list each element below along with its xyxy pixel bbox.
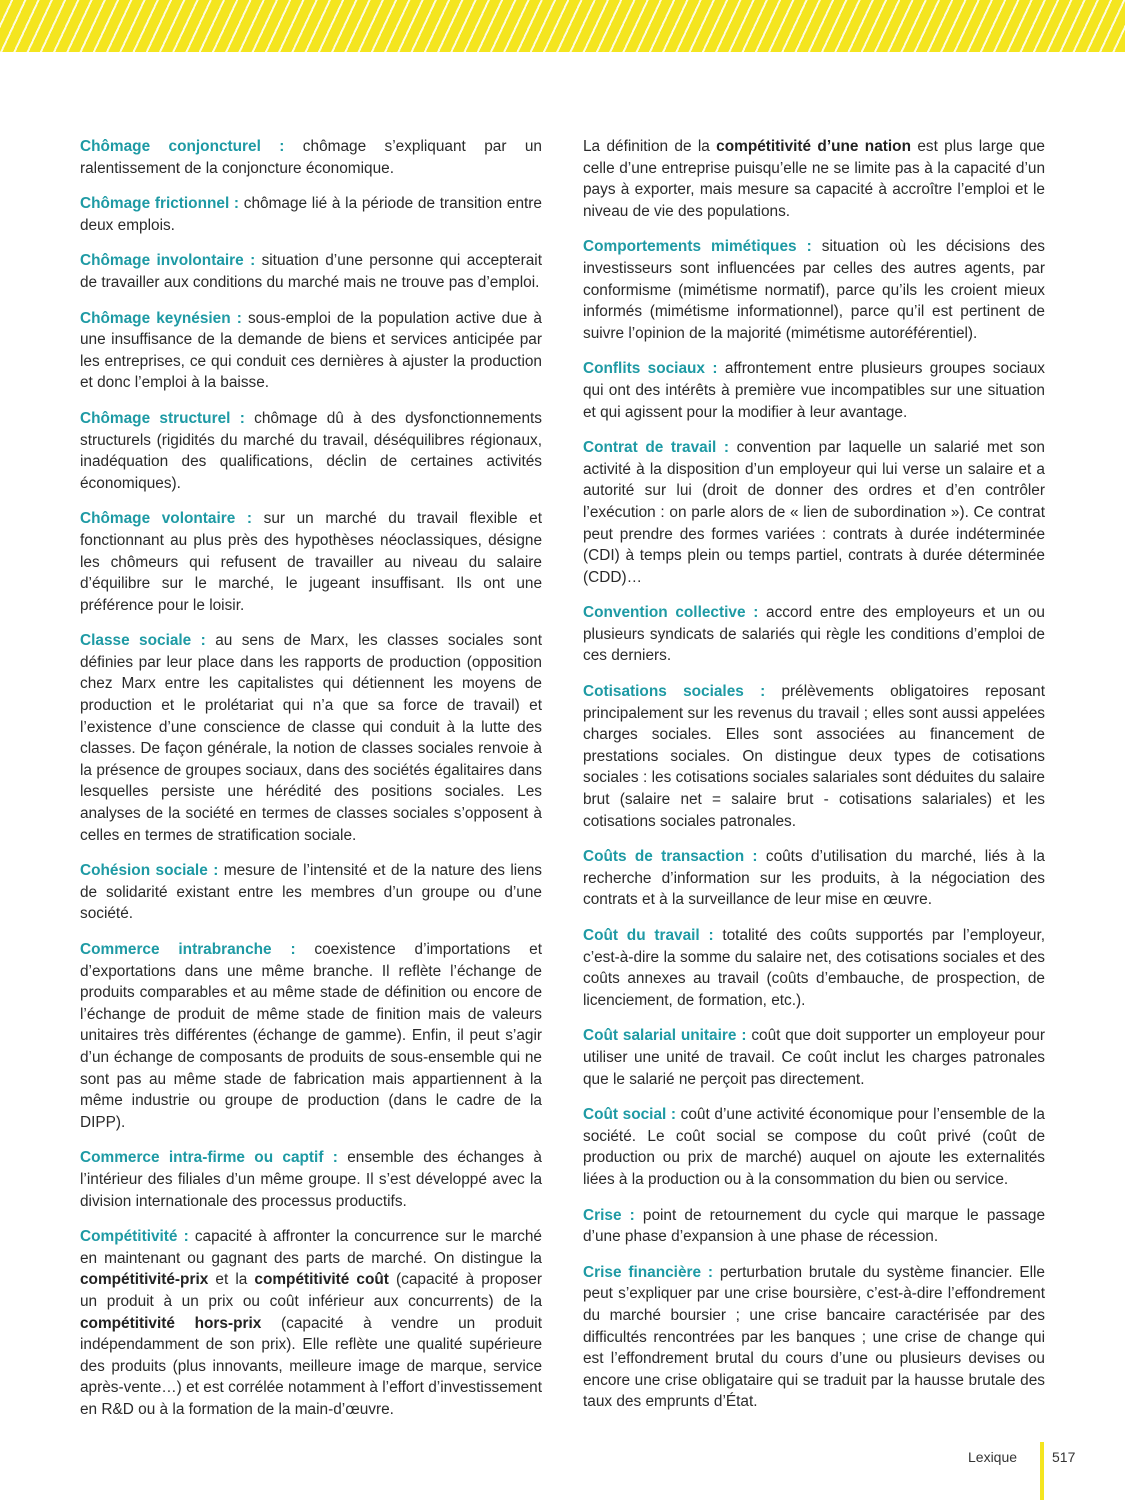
glossary-definition: coexistence d’importations et d’exportations dans une même branche. Il reflète l’échange de produits comparables et au même stade de définition ou encore de l’échange de produit de même stade de finition mais de valeurs unitaires très différentes (échange de gamme). Enfin, il peut s’agir d’un échange de composants de produits de sous-ensemble qui ne sont pas au même stade de fabrication mais appartiennent à la même industrie ou groupe de production (dans le cadre de la DIPP). (80, 941, 542, 1131)
glossary-term: Coûts de transaction : (583, 848, 758, 866)
glossary-definition: chômage dû à des dysfonctionnements structurels (rigidités du marché du travail, déséquilibres régionaux, inadéquation des qualifications, déclin de certaines activités économiques). (80, 409, 542, 492)
definition-part: La définition de la (583, 138, 717, 155)
glossary-term: Chômage keynésien : (80, 309, 242, 327)
glossary-term: Commerce intrabranche : (80, 941, 296, 958)
definition-part: est plus large que celle d’une entreprise puisqu’elle ne se limite pas à la capacité d’un pays à exporter, mais mesure sa capacité à accroître l’emploi et le niveau de vie des populations. (583, 138, 1045, 220)
glossary-definition: coût que doit supporter un employeur pour utiliser une unité de travail. Ce coût inclut les charges patronales que le salarié ne perçoit pas directement. (583, 1027, 1045, 1088)
glossary-entry (583, 1025, 1045, 1090)
glossary-term: Classe sociale : (80, 632, 206, 650)
glossary-entry (583, 358, 1045, 423)
footer-divider (1040, 1442, 1044, 1500)
glossary-entry (583, 681, 1045, 832)
definition-part: (capacité à vendre un produit indépendamment de son prix). Elle reflète une qualité supérieure des produits (plus innovants, meilleure image de marque, service après-vente…) et est corrélée notamment à l’effort d’investissement en R&D ou à la formation de la main-d’œuvre. (80, 1314, 542, 1418)
glossary-entry (583, 1262, 1045, 1413)
page-number: 517 (1052, 1449, 1076, 1465)
glossary-term: Conflits sociaux : (583, 360, 718, 378)
glossary-definition: coût d’une activité économique pour l’ensemble de la société. Le coût social se compose du coût privé (coût de production ou prix de marché) auquel on ajoute les externalités liées à la production ou à la consommation du bien ou service. (583, 1106, 1045, 1188)
glossary-term: Compétitivité : (80, 1228, 189, 1246)
glossary-term: Chômage structurel : (80, 409, 245, 427)
glossary-term: Chômage conjoncturel : (80, 138, 285, 155)
glossary-entry (80, 630, 542, 846)
glossary-term: Convention collective : (583, 604, 759, 622)
glossary-entry (583, 1104, 1045, 1190)
glossary-definition: chômage lié à la période de transition entre deux emplois. (80, 195, 542, 234)
glossary-entry (80, 939, 542, 1133)
glossary-entry (80, 136, 542, 179)
glossary-term: Crise : (583, 1206, 635, 1224)
glossary-term: Chômage volontaire : (80, 510, 253, 528)
glossary-definition: accord entre des employeurs et un ou plusieurs syndicats de salariés qui règle les conditions d’emploi de ces derniers. (583, 604, 1045, 665)
bold-term: compétitivité hors-prix (80, 1314, 262, 1332)
glossary-definition: au sens de Marx, les classes sociales sont définies par leur place dans les rapports de production (opposition chez Marx entre les capitalistes qui détiennent les moyens de production et le prolétariat qui n’a que sa force de travail) et l’existence d’une conscience de classe qui conduit à la lutte des classes. De façon générale, la notion de classes sociales renvoie à la présence de groupes sociaux, dans des sociétés égalitaires dans lesquelles persiste une hérédité des positions sociales. Les analyses de la société en termes de classes sociales s’opposent à celles en termes de stratification sociale. (80, 632, 543, 844)
glossary-definition: ensemble des échanges à l’intérieur des filiales d’un même groupe. Il s’est développé avec la division internationale des processus productifs. (80, 1149, 542, 1210)
glossary-entry (80, 508, 542, 616)
bold-term: compétitivité coût (254, 1271, 389, 1289)
glossary-term: Cohésion sociale : (80, 862, 219, 880)
glossary-definition: totalité des coûts supportés par l’employeur, c’est-à-dire la somme du salaire net, des cotisations sociales et des coûts annexes au travail (coûts d’embauche, de prospection, de licenciement, de formation, etc.). (583, 927, 1045, 1009)
glossary-entry (583, 1205, 1045, 1248)
footer-section-label: Lexique (968, 1449, 1018, 1465)
glossary-continuation (583, 136, 1045, 222)
glossary-definition: chômage s’expliquant par un ralentissement de la conjoncture économique. (80, 138, 542, 177)
definition-part: (capacité à proposer un produit à un prix ou coût inférieur aux concurrents) de la (80, 1271, 542, 1310)
glossary-definition: prélèvements obligatoires reposant principalement sur les revenus du travail ; elles sont aussi appelées charges sociales. Elles sont associées au financement de prestations sociales. On distingue deux types de cotisations sociales : les cotisations sociales salariales sont déduites du salaire brut (salaire net = salaire brut - cotisations salariales) et les cotisations sociales patronales. (583, 683, 1045, 830)
glossary-entry (583, 846, 1045, 911)
glossary-term: Comportements mimétiques : (583, 238, 812, 256)
glossary-term: Crise financière : (583, 1263, 714, 1281)
glossary-term: Commerce intra-firme ou captif : (80, 1149, 338, 1167)
glossary-term: Coût salarial unitaire : (583, 1027, 747, 1045)
glossary-definition: situation d’une personne qui accepterait de travailler aux conditions du marché mais ne trouve pas d’emploi. (80, 252, 542, 291)
glossary-entry (80, 860, 542, 925)
glossary-entry (583, 925, 1045, 1011)
glossary-entry (583, 602, 1045, 667)
glossary-entry (80, 308, 542, 394)
glossary-entry (583, 236, 1045, 344)
bold-term: compétitivité-prix (80, 1271, 209, 1289)
glossary-definition: sous-emploi de la population active due à une insuffisance de la demande de biens et services anticipée par les entreprises, ce qui conduit ces dernières à ajuster la production et donc l’emploi à la baisse. (80, 309, 542, 392)
glossary-term: Coût du travail : (583, 927, 714, 944)
glossary-definition: mesure de l’intensité et de la nature des liens de solidarité existant entre les membres d’un groupe ou d’une société. (80, 862, 542, 923)
glossary-entry (80, 193, 542, 236)
glossary-term: Contrat de travail : (583, 439, 729, 457)
glossary-entry (80, 250, 542, 293)
left-column (80, 136, 542, 1434)
glossary-term: Cotisations sociales : (583, 683, 766, 701)
glossary-entry (80, 1147, 542, 1212)
definition-part: et la (208, 1271, 255, 1289)
glossary-definition: affrontement entre plusieurs groupes sociaux qui ont des intérêts à première vue incompatibles sur une situation et qui agissent pour la modifier à leur avantage. (583, 360, 1045, 421)
glossary-term: Chômage involontaire : (80, 252, 256, 270)
definition-part: capacité à affronter la concurrence sur le marché en maintenant ou gagnant des parts de marché. On distingue la (80, 1228, 542, 1267)
glossary-definition: perturbation brutale du système financier. Elle peut s’expliquer par une crise boursière, c’est-à-dire l’effondrement du marché boursier ; une crise bancaire caractérisée par des difficultés rencontrées par les banques ; une crise de change qui est l’effondrement brutal du cours d’une ou plusieurs devises ou encore une crise obligataire qui se traduit par la hausse brutale des taux des emprunts d’État. (583, 1263, 1045, 1411)
decorative-top-band (0, 0, 1125, 52)
glossary-definition: convention par laquelle un salarié met son activité à la disposition d’un employeur qui lui verse un salaire et a autorité sur lui (droit de donner des ordres et d’en contrôler l’exécution : on parle alors de « lien de subordination »). Ce contrat peut prendre des formes variées : contrats à durée indéterminée (CDI) à temps plein ou temps partiel, contrats à durée déterminée (CDD)… (583, 439, 1045, 586)
glossary-term: Coût social : (583, 1106, 677, 1124)
glossary-definition: point de retournement du cycle qui marque le passage d’une phase d’expansion à une phase de récession. (583, 1206, 1046, 1246)
glossary-definition: situation où les décisions des investisseurs sont influencées par celles des autres agents, par conformisme (mimétisme normatif), parce qu’ils les croient mieux informés (mimétisme informationnel), parce qu’il est pertinent de suivre l’opinion de la majorité (mimétisme autoréférentiel). (583, 238, 1045, 342)
right-column (583, 136, 1045, 1427)
glossary-definition: sur un marché du travail flexible et fonctionnant au plus près des hypothèses néoclassiques, désigne les chômeurs qui refusent de travailler au niveau du salaire d’équilibre sur le marché, le jugeant insuffisant. Ils ont une préférence pour le loisir. (80, 510, 542, 614)
bold-term: compétitivité d’une nation (716, 138, 911, 155)
glossary-entry-competitivite (80, 1226, 542, 1420)
glossary-definition: coûts d’utilisation du marché, liés à la recherche d’information sur les produits, à la négociation des contrats et à la surveillance de leur mise en œuvre. (583, 848, 1045, 909)
glossary-entry (80, 408, 542, 494)
glossary-entry (583, 437, 1045, 588)
glossary-term: Chômage frictionnel : (80, 195, 240, 213)
